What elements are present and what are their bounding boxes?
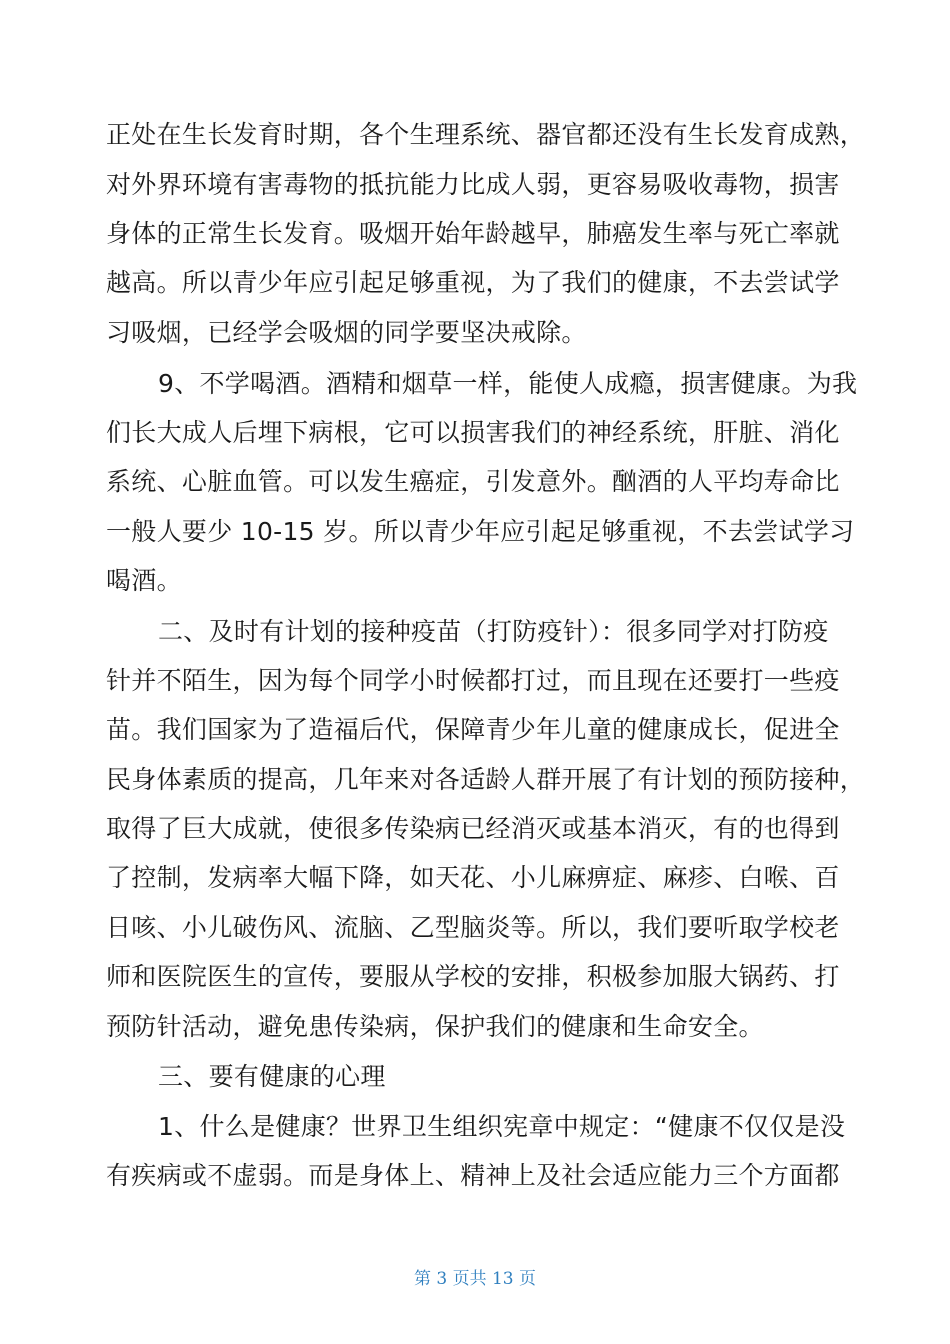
body-text-line: 师和医院医生的宣传，要服从学校的安排，积极参加服大锅药、打 [106, 962, 840, 991]
section-heading-line: 二、及时有计划的接种疫苗（打防疫针）：很多同学对打防疫 [158, 617, 829, 646]
body-text-line: 了控制，发病率大幅下降，如天花、小儿麻痹症、麻疹、白喉、百 [106, 863, 840, 892]
body-text-line: 苗。我们国家为了造福后代，保障青少年儿童的健康成长，促进全 [106, 715, 840, 744]
body-text-line: 针并不陌生，因为每个同学小时候都打过，而且现在还要打一些疫 [106, 666, 840, 695]
body-text-line: 有疾病或不虚弱。而是身体上、精神上及社会适应能力三个方面都 [106, 1161, 840, 1190]
body-text-line: 预防针活动，避免患传染病，保护我们的健康和生命安全。 [106, 1012, 764, 1041]
paragraph-first-line: 9、不学喝酒。酒精和烟草一样，能使人成瘾，损害健康。为我 [158, 369, 858, 398]
page-number-footer: 第 3 页共 13 页 [413, 1269, 537, 1289]
body-text-line: 一般人要少 10-15 岁。所以青少年应引起足够重视，不去尝试学习 [106, 517, 855, 546]
body-text-line: 正处在生长发育时期，各个生理系统、器官都还没有生长发育成熟， [106, 120, 866, 149]
body-text-line: 日咳、小儿破伤风、流脑、乙型脑炎等。所以，我们要听取学校老 [106, 913, 840, 942]
body-text-line: 们长大成人后埋下病根，它可以损害我们的神经系统，肝脏、消化 [106, 418, 840, 447]
body-text-line: 越高。所以青少年应引起足够重视，为了我们的健康，不去尝试学 [106, 268, 840, 297]
paragraph-first-line: 1、什么是健康？世界卫生组织宪章中规定：“健康不仅仅是没 [158, 1112, 846, 1141]
body-text-line: 喝酒。 [106, 566, 182, 595]
body-text-line: 系统、心脏血管。可以发生癌症，引发意外。酗酒的人平均寿命比 [106, 467, 840, 496]
section-heading: 三、要有健康的心理 [158, 1062, 386, 1091]
body-text-line: 身体的正常生长发育。吸烟开始年龄越早，肺癌发生率与死亡率就 [106, 219, 840, 248]
body-text-line: 民身体素质的提高，几年来对各适龄人群开展了有计划的预防接种， [106, 765, 866, 794]
body-text-line: 对外界环境有害毒物的抵抗能力比成人弱，更容易吸收毒物，损害 [106, 170, 840, 199]
body-text-line: 习吸烟，已经学会吸烟的同学要坚决戒除。 [106, 318, 587, 347]
body-text-line: 取得了巨大成就，使很多传染病已经消灭或基本消灭，有的也得到 [106, 814, 840, 843]
